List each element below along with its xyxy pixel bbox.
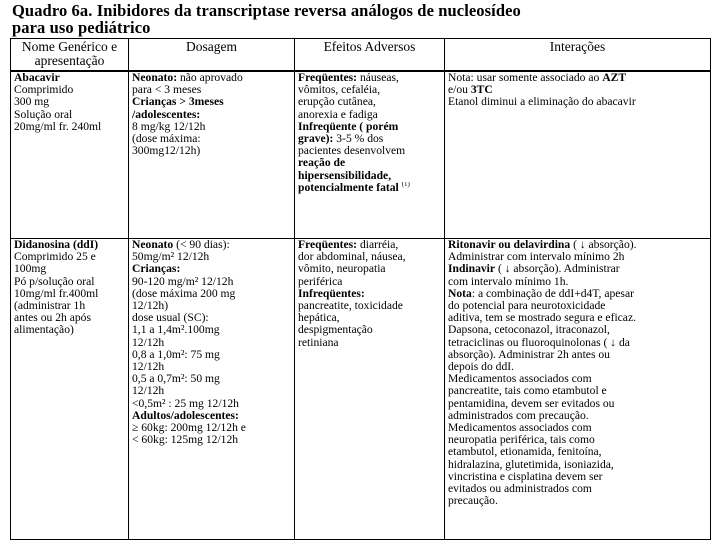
dose-line: 0,5 a 0,7m²: 50 mg (132, 373, 220, 386)
dose-label: Neonato: (132, 72, 178, 84)
presentation-line: 300 mg (14, 96, 50, 109)
interaction-drug: Ritonavir ou delavirdina (448, 239, 571, 251)
dose-line: 300mg12/12h) (132, 145, 201, 158)
adverse-line (298, 239, 441, 251)
cell-adverse (295, 239, 445, 540)
drug-table (10, 38, 711, 540)
presentation-line: Comprimido 25 e (14, 251, 96, 264)
header-dose: Dosagem (129, 39, 295, 72)
adverse-line: pancreatite, toxicidade (298, 300, 403, 313)
interaction-line (448, 263, 707, 275)
presentation-line: Comprimido (14, 84, 74, 97)
adverse-line: dor abdominal, náusea, (298, 251, 406, 264)
header-interactions: Interações (445, 39, 711, 72)
dose-line: 12/12h (132, 361, 165, 374)
presentation-line: Pó p/solução oral (14, 275, 95, 288)
interaction-drug: Indinavir (448, 263, 496, 276)
presentation-line: (administrar 1h (14, 300, 86, 313)
adverse-label: Freqüentes: (298, 239, 358, 251)
interaction-line: evitados ou administrados com (448, 483, 592, 496)
dose-line: 12/12h (132, 336, 165, 349)
dose-line: (dose máxima 200 mg (132, 287, 236, 300)
table-row (11, 71, 711, 239)
interaction-line: tetraciclinas ou fluoroquinolonas ( ↓ da (448, 336, 630, 349)
presentation-line: 10mg/ml fr.400ml (14, 287, 99, 300)
interaction-text: : a combinação de ddI+d4T, apesar (471, 287, 634, 300)
interaction-line (448, 288, 707, 300)
interaction-line: absorção). Administrar 2h antes ou (448, 348, 610, 361)
interaction-line (448, 84, 707, 96)
dose-line: ≥ 60kg: 200mg 12/12h e (132, 422, 246, 435)
dose-label: Adultos/adolescentes: (132, 409, 239, 422)
dose-line: 8 mg/kg 12/12h (132, 120, 206, 133)
dose-line: 0,8 a 1,0m²: 75 mg (132, 348, 220, 361)
interaction-line: Medicamentos associados com (448, 422, 592, 435)
table-row (11, 239, 711, 540)
adverse-label: Infreqüentes: (298, 287, 365, 300)
interaction-line: precaução. (448, 495, 498, 508)
dose-line: < 60kg: 125mg 12/12h (132, 434, 239, 447)
dose-line: 12/12h) (132, 300, 169, 313)
cell-name (11, 71, 129, 239)
interaction-line: Dapsona, cetoconazol, itraconazol, (448, 324, 610, 337)
interaction-line: hidralazina, glutetimida, isoniazida, (448, 458, 614, 471)
interaction-line: administrados com precaução. (448, 409, 589, 422)
interaction-line: vincristina e cisplatina devem ser (448, 470, 603, 483)
interaction-drug: 3TC (470, 84, 493, 97)
interaction-line: etambutol, etionamida, fenitoína, (448, 446, 602, 459)
interaction-line: com intervalo mínimo 1h. (448, 275, 569, 288)
adverse-bold: hipersensibilidade, (298, 169, 392, 182)
adverse-text: 3-5 % dos (333, 133, 384, 146)
dose-line: <0,5m² : 25 mg 12/12h (132, 397, 239, 410)
adverse-line: despigmentação (298, 324, 373, 337)
footnote-ref: (1) (401, 181, 410, 188)
interaction-line: do potencial para neurotoxicidade (448, 300, 606, 313)
drug-name: Abacavir (14, 72, 60, 84)
page-title (12, 2, 712, 36)
interaction-line: neuropatia periférica, tais como (448, 434, 595, 447)
dose-line: 12/12h (132, 385, 165, 398)
cell-interactions (445, 239, 711, 540)
drug-name: Didanosina (ddI) (14, 239, 99, 251)
adverse-text: diarréia, (357, 239, 399, 251)
interaction-note-label: Nota (448, 287, 472, 300)
table-header-row (11, 39, 711, 72)
dose-line: (dose máxima: (132, 133, 201, 146)
interaction-drug: AZT (602, 72, 627, 84)
adverse-bold: potencialmente fatal (298, 181, 399, 194)
title-line-2: para uso pediátrico (12, 18, 151, 37)
cell-dose (129, 239, 295, 540)
dose-label: /adolescentes: (132, 108, 201, 121)
interaction-line: aditiva, tem se mostrado segura e eficaz. (448, 312, 636, 325)
dose-line: 1,1 a 1,4m².100mg (132, 324, 220, 337)
header-name: Nome Genérico e apresentação (11, 39, 129, 72)
interaction-line: pentamidina, devem ser evitados ou (448, 397, 615, 410)
interaction-line: depois do ddI. (448, 361, 515, 374)
cell-interactions (445, 71, 711, 239)
interaction-text: Nota: usar somente associado ao (448, 72, 603, 84)
dose-label: Neonato (132, 239, 174, 251)
dose-line: dose usual (SC): (132, 312, 209, 325)
adverse-bold: reação de (298, 157, 346, 170)
adverse-line: vômito, neuropatia (298, 263, 386, 276)
adverse-line: periférica (298, 275, 343, 288)
presentation-line: Solução oral (14, 108, 73, 121)
interaction-line: Administrar com intervalo mínimo 2h (448, 251, 625, 264)
interaction-text: e/ou (448, 84, 471, 97)
interaction-line: Etanol diminui a eliminação do abacavir (448, 96, 636, 109)
dose-line: para < 3 meses (132, 84, 202, 97)
presentation-line: 20mg/ml fr. 240ml (14, 120, 102, 133)
dose-line (132, 72, 291, 84)
presentation-line: 100mg (14, 263, 47, 276)
interaction-line (448, 239, 707, 251)
dose-line: 50mg/m² 12/12h (132, 251, 210, 264)
interaction-line: Medicamentos associados com (448, 373, 592, 386)
dose-text: (< 90 dias): (173, 239, 230, 251)
title-line-1: Quadro 6a. Inibidores da transcriptase reversa análogos de nucleosídeo (12, 1, 521, 20)
presentation-line: alimentação) (14, 324, 74, 337)
adverse-line: hepática, (298, 312, 340, 325)
adverse-line (298, 72, 441, 84)
interaction-line: pancreatite, tais como etambutol e (448, 385, 607, 398)
dose-label: Crianças: (132, 263, 181, 276)
cell-name (11, 239, 129, 540)
interaction-text: ( ↓ absorção). Administrar (495, 263, 620, 276)
interaction-text: ( ↓ absorção). (570, 239, 637, 251)
adverse-line: pacientes desenvolvem (298, 145, 406, 158)
presentation-line: antes ou 2h após (14, 312, 91, 325)
adverse-line: vômitos, cefaléia, (298, 84, 381, 97)
adverse-label: grave): (298, 133, 334, 146)
dose-line: 90-120 mg/m² 12/12h (132, 275, 234, 288)
adverse-line: retiniana (298, 336, 339, 349)
adverse-line (298, 133, 441, 145)
adverse-line: erupção cutânea, (298, 96, 376, 109)
cell-dose (129, 71, 295, 239)
dose-label: Crianças > 3meses (132, 96, 224, 109)
dose-line (132, 239, 291, 251)
interaction-line (448, 72, 707, 84)
adverse-line: anorexia e fadiga (298, 108, 378, 121)
adverse-line (298, 182, 441, 194)
header-adverse: Efeitos Adversos (295, 39, 445, 72)
adverse-label: Freqüentes: (298, 72, 358, 84)
dose-text: não aprovado (177, 72, 243, 84)
cell-adverse (295, 71, 445, 239)
adverse-label: Infreqüente ( porém (298, 120, 399, 133)
adverse-text: náuseas, (357, 72, 399, 84)
